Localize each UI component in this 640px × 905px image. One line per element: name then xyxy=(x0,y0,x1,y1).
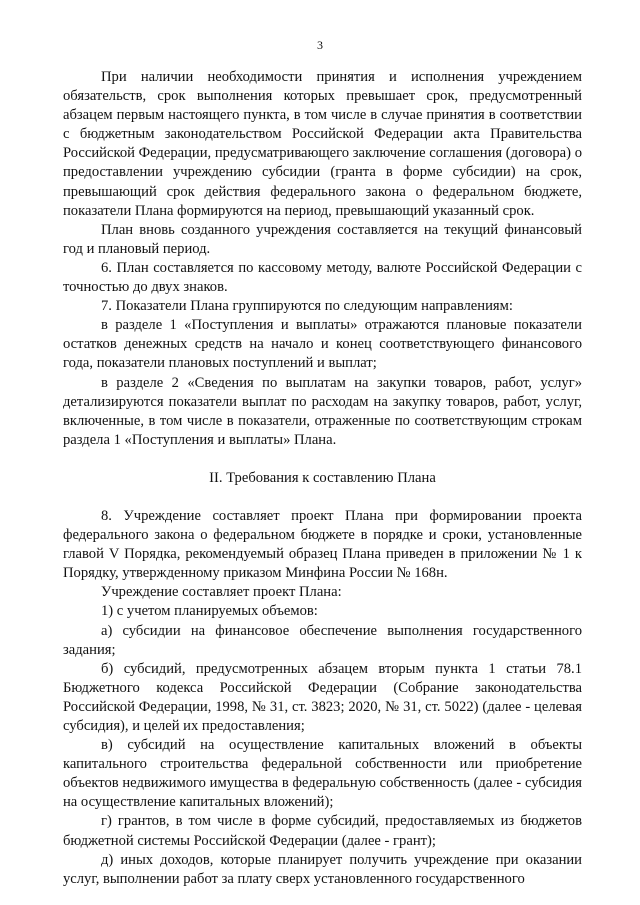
paragraph-section-2: в разделе 2 «Сведения по выплатам на закупки товаров, работ, услуг» детализируются показатели выплат по расходам на закупку товаров, работ, услуг, включенные, в том числе в показатели, отраженные по соответствующим строкам раздела 1 «Поступления и выплаты» Плана. xyxy=(63,374,582,448)
paragraph-validity-period: При наличии необходимости принятия и исполнения учреждением обязательств, срок выполнения которых превышает срок, предусмотренный абзацем первым настоящего пункта, в том числе в случае принятия в соответствии с бюджетным законодательством Российской Федерации акта Правительства Российской Федерации, предусматривающего заключение соглашения (договора) о предоставлении учреждению субсидии (гранта в форме субсидии) на срок, превышающий срок действия федерального закона о федеральном бюджете, показатели Плана формируются на период, превышающий указанный срок. xyxy=(63,69,582,219)
paragraph-subitem-1: 1) с учетом планируемых объемов: xyxy=(101,603,318,620)
paragraph-subitem-a: а) субсидии на финансовое обеспечение выполнения государственного задания; xyxy=(63,622,582,658)
paragraph-new-institution: План вновь созданного учреждения составляется на текущий финансовый год и плановый период. xyxy=(63,221,582,257)
paragraph-subitem-g: г) грантов, в том числе в форме субсидий, предоставляемых из бюджетов бюджетной системы Российской Федерации (далее - грант); xyxy=(63,813,582,849)
paragraph-item-7: 7. Показатели Плана группируются по следующим направлениям: xyxy=(101,298,513,315)
page-number: 3 xyxy=(317,38,323,52)
paragraph-draft-intro: Учреждение составляет проект Плана: xyxy=(101,584,342,601)
paragraph-subitem-b: б) субсидий, предусмотренных абзацем вторым пункта 1 статьи 78.1 Бюджетного кодекса Российской Федерации (Собрание законодательства Российской Федерации, 1998, № 31, ст. 3823; 2020, № 31, ст. 5022) (далее - целевая субсидия), и целей их предоставления; xyxy=(63,660,582,734)
section-heading: II. Требования к составлению Плана xyxy=(209,469,436,486)
paragraph-subitem-v: в) субсидий на осуществление капитальных вложений в объекты капитального строительства федеральной собственности или приобретение объектов недвижимого имущества в федеральную собственность (далее - субсидия на осуществление капитальных вложений); xyxy=(63,737,582,811)
paragraph-subitem-d: д) иных доходов, которые планирует получить учреждение при оказании услуг, выполнении работ за плату сверх установленного государственного xyxy=(63,851,582,887)
paragraph-item-8: 8. Учреждение составляет проект Плана при формировании проекта федерального закона о федеральном бюджете в порядке и сроки, установленные главой V Порядка, рекомендуемый образец Плана приведен в приложении № 1 к Порядку, утвержденному приказом Минфина России № 168н. xyxy=(63,507,582,582)
paragraph-section-1: в разделе 1 «Поступления и выплаты» отражаются плановые показатели остатков денежных средств на начало и конец соответствующего финансового года, показатели плановых поступлений и выплат; xyxy=(63,317,582,372)
document-body xyxy=(63,68,582,889)
paragraph-item-6: 6. План составляется по кассовому методу, валюте Российской Федерации с точностью до двух знаков. xyxy=(63,259,582,296)
